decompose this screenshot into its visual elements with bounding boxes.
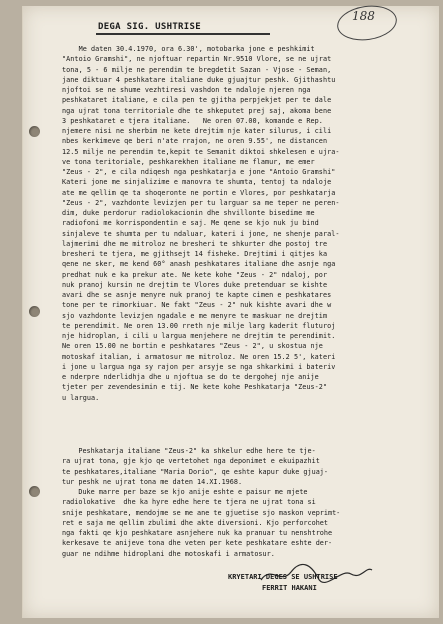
text-line: qene ne sker, me kend 60° anash peshkatares italiane dhe asnje nga [62, 260, 336, 269]
text-line: peshkataret italiane, e cila pen te gjitha perpjekjet per te dale [62, 96, 332, 105]
signature-name: FERRIT HAKANI [262, 584, 317, 592]
text-line: nga ujrat tona territoriale dhe te shkeputet prej saj, akoma bene [62, 106, 332, 115]
text-line: "Antoio Gramshi", ne njoftuar repartin Nr.9510 Vlore, se ne ujrat [62, 55, 332, 64]
text-line: ret e saja me qellim zbulimi dhe akte diversioni. Kjo perforcohet [62, 518, 328, 527]
text-line: "Zeus - 2", e cila ndiqesh nga peshkatarja e jone "Antoio Gramshi" [62, 168, 336, 176]
text-line: lajmerimi dhe me mitroloz ne bresheri te shkurter dhe postoj tre [62, 239, 328, 248]
punch-holes [29, 6, 43, 618]
text-line: nuk pranoj kursin ne drejtim te Vlores duke pretenduar se kishte [62, 280, 328, 289]
text-line: radiolokative dhe ka hyre edhe here te tjera ne ujrat tona si [62, 498, 316, 507]
text-line: te perendimit. Ne oren 13.00 rreth nje milje larg kaderit fluturoj [62, 321, 336, 330]
text-line: njemere nisi ne sherbim ne kete drejtim nje kater silurus, i cili [62, 127, 332, 135]
text-line: motoskaf italian, i armatosur me mitroloz. Ne oren 15.2 5', kateri [62, 352, 336, 361]
text-line: snije peshkatare, mendojme se me ane te gjuetise sjo maskon veprimt- [62, 508, 341, 517]
text-line: ra ujrat tona, gje kjo qe vertetohet nga deponimet e ekuipazhit [62, 457, 320, 466]
text-line: bresheri te tjera, me gjithsejt 14 fisheke. Drejtimi i qitjes ka [62, 250, 328, 258]
text-line: Duke marre per baze se kjo anije eshte e paisur me mjete [62, 488, 308, 496]
text-line: avari dhe se asnje menyre nuk pranoj te kapte cimen e peshkatares [62, 291, 332, 299]
text-line: 12.5 milje ne perendim te,kepit te Semanit diktoi shkelesen e ujra- [62, 147, 340, 156]
text-line: Me daten 30.4.1970, ora 6.30', motobarka jone e peshkimit [62, 45, 315, 53]
text-line: Peshkatarja italiane "Zeus-2" ka shkelur edhe here te tje- [62, 447, 316, 455]
text-line: Ne oren 15.00 ne bortin e peshkatares "Zeus - 2", u skostua nje [62, 342, 323, 351]
text-line: nga fakti qe kjo peshkatare asnjehere nuk ka pranuar tu nenshtrohe [62, 529, 333, 537]
text-line: u largua. [62, 393, 100, 402]
page-number: 188 [352, 9, 375, 23]
signature-title: KRYETARI DEGES SE USHTRISE [228, 573, 338, 581]
document-heading: DEGA SIG. USHTRISE [98, 22, 201, 32]
text-line: tona, 5 - 6 milje ne perendim te bregdetit Sazan - Vjose - Seman, [62, 65, 332, 74]
text-line: kerkesave te anijeve tona dhe veten per kete peshkatare eshte der- [62, 539, 333, 548]
text-line: tur peshk ne ujrat tona me daten 14.XI.1968. [62, 477, 243, 486]
text-line: te peshkatares,italiane "Maria Dorio", qe eshte kapur duke gjuaj- [62, 467, 328, 476]
punch-hole [29, 126, 40, 137]
text-line: 3 peshkataret e tjera italiane. Ne oren 07.00, komande e Rep. [62, 116, 323, 125]
text-line: dim, duke perdorur radiolokacionin dhe shvillonte bisedime me [62, 209, 315, 217]
text-line: tone per te rimorkiuar. Ne fakt "Zeus - 2" nuk kishte avari dhe w [62, 301, 332, 310]
text-line: guar ne ndihme hidroplani dhe motoskafi i armatosur. [62, 549, 275, 558]
heading-underline [96, 33, 270, 35]
text-line: "Zeus - 2", vazhdonte levizjen per tu larguar sa me teper ne peren- [62, 198, 340, 207]
text-line: nbes kerkimeve qe beri n'ate rrajon, ne oren 9.55', ne distancen [62, 137, 328, 146]
text-line: e nderpre nderlidhja dhe u njoftua se do te dergohej nje anije [62, 373, 319, 381]
text-line: predhat nuk e ka prekur ate. Ne kete kohe "Zeus - 2" ndaloj, por [62, 270, 328, 279]
text-line: radiofoni me korrispondentin e saj. Me qene se kjo nuk ju bind [62, 219, 319, 228]
text-line: ve tona teritoriale, peshkarekhen italiane me flamur, me emer [62, 157, 315, 166]
text-line: ate me qellim qe ta shoqeronte ne portin e Vlores, por peshkatarja [62, 188, 336, 197]
text-line: tjeter per zevendesimin e tij. Ne kete kohe Peshkatarja "Zeus-2" [62, 383, 328, 392]
punch-hole [29, 486, 40, 497]
text-line: nje hidroplan, i cili u largua menjehere ne drejtim te perendimit. [62, 332, 336, 340]
text-line: sinjaleve te shumta per tu ndaluar, kateri i jone, ne shenje paral- [62, 229, 340, 238]
punch-hole [29, 306, 40, 317]
text-line: sjo vazhdonte levizjen ngadale e me menyre te maskuar ne drejtim [62, 311, 328, 320]
report-paragraph-2 [62, 446, 428, 559]
text-line: i jone u largua nga sy rajon per arsyje se nga shkarkimi i bateriv [62, 362, 336, 371]
signature-block [228, 572, 338, 594]
text-line: njoftoi se ne shume vezhtiresi vashdon te ndaloje njeren nga [62, 86, 311, 94]
text-line: Kateri jone me sinjalizime e manovra te shumta, tentoj ta ndaloje [62, 178, 332, 187]
text-line: jane diktuar 4 peshkatare italiane duke gjuajtur peshk. Gjithashtu [62, 75, 336, 84]
report-paragraph-1 [62, 44, 428, 403]
